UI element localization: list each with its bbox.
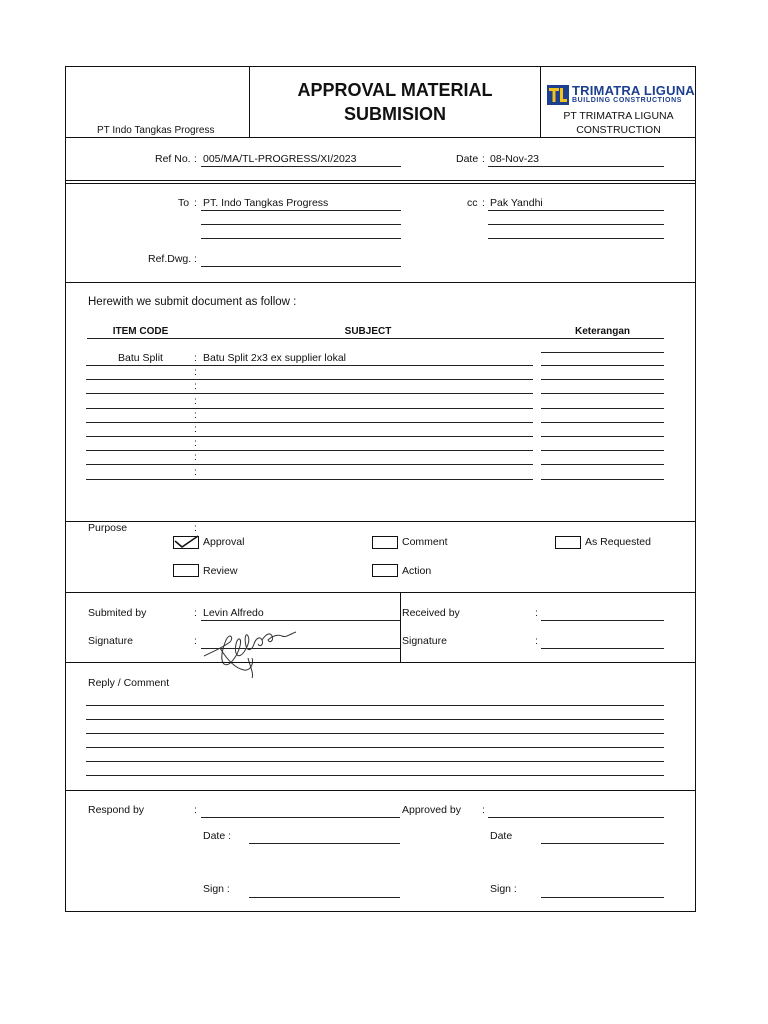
item-row-underline (86, 408, 533, 409)
keterangan-row-underline (541, 450, 664, 451)
submitted-by-colon: : (194, 607, 197, 619)
ref-no-value: 005/MA/TL-PROGRESS/XI/2023 (203, 153, 357, 165)
col-subject: SUBJECT (344, 326, 392, 337)
reply-line-3 (86, 733, 664, 734)
submission-section-border (65, 662, 696, 663)
approved-date-underline (541, 843, 664, 844)
client-name: PT Indo Tangkas Progress (97, 125, 215, 136)
item-colon: : (194, 437, 197, 449)
respond-by-underline (201, 817, 400, 818)
reply-line-1 (86, 705, 664, 706)
logo-text: TRIMATRA LIGUNA (572, 83, 695, 98)
reply-line-6 (86, 775, 664, 776)
form-title-line1: APPROVAL MATERIAL (297, 80, 493, 100)
approved-by-label: Approved by (402, 804, 461, 816)
action-checkbox[interactable] (372, 564, 398, 577)
to-colon: : (194, 197, 197, 209)
header-bottom-border (65, 137, 696, 138)
item-colon: : (194, 366, 197, 378)
reply-line-5 (86, 761, 664, 762)
items-section-border (65, 521, 696, 522)
item-row-underline (86, 464, 533, 465)
keterangan-top-underline (541, 352, 664, 353)
action-label: Action (402, 565, 432, 577)
respond-date-label: Date : (203, 830, 232, 842)
address-section-border (65, 282, 696, 283)
purpose-section-border (65, 592, 696, 593)
logo-mark-icon (547, 85, 569, 105)
reply-line-2 (86, 719, 664, 720)
keterangan-row-underline (541, 479, 664, 480)
handwritten-signature (200, 618, 305, 680)
approved-by-underline (488, 817, 664, 818)
respond-by-label: Respond by (88, 804, 145, 816)
item-row-underline (86, 393, 533, 394)
checkmark-icon (173, 535, 199, 549)
signature2-label: Signature (402, 635, 447, 647)
comment-label: Comment (402, 536, 448, 548)
refdwg-colon: : (194, 253, 197, 265)
reply-line-4 (86, 747, 664, 748)
item-row-underline (86, 450, 533, 451)
respond-date-underline (249, 843, 400, 844)
col-keterangan: Keterangan (574, 326, 630, 337)
to-underline-3 (201, 238, 401, 239)
comment-checkbox[interactable] (372, 536, 398, 549)
received-by-label: Received by (402, 607, 460, 619)
signature2-colon: : (535, 635, 538, 647)
item-colon: : (194, 352, 197, 364)
cc-label: cc (467, 197, 478, 209)
to-underline-1 (201, 210, 401, 211)
respond-by-colon: : (194, 804, 197, 816)
signature2-underline (541, 648, 664, 649)
keterangan-row-underline (541, 379, 664, 380)
review-checkbox[interactable] (173, 564, 199, 577)
approval-checkbox[interactable] (173, 536, 199, 549)
item-row-underline (86, 365, 533, 366)
company-logo (547, 83, 695, 106)
form-frame (65, 66, 696, 912)
date-colon: : (482, 153, 485, 165)
cc-value: Pak Yandhi (490, 197, 543, 209)
date-label: Date (456, 153, 479, 165)
approved-sign-label: Sign : (490, 883, 517, 895)
items-header-underline (87, 338, 664, 339)
to-underline-2 (201, 224, 401, 225)
keterangan-row-underline (541, 393, 664, 394)
logo-subtext: BUILDING CONSTRUCTIONS (572, 97, 683, 104)
col-item-code: ITEM CODE (112, 326, 169, 337)
review-label: Review (203, 565, 238, 577)
company-name-line2: CONSTRUCTION (576, 124, 661, 136)
ref-section-border-a (65, 180, 696, 181)
item-colon: : (194, 451, 197, 463)
item-code-cell: Batu Split (118, 352, 163, 364)
item-subject-cell: Batu Split 2x3 ex supplier lokal (203, 352, 346, 364)
approved-by-colon: : (482, 804, 485, 816)
submitted-by-value: Levin Alfredo (203, 607, 264, 619)
purpose-colon: : (194, 522, 197, 534)
item-colon: : (194, 380, 197, 392)
company-name-line1: PT TRIMATRA LIGUNA (563, 110, 674, 122)
date-value: 08-Nov-23 (490, 153, 540, 165)
cc-underline-3 (488, 238, 664, 239)
cc-colon: : (482, 197, 485, 209)
item-row-underline (86, 379, 533, 380)
ref-no-underline (201, 166, 401, 167)
item-colon: : (194, 409, 197, 421)
respond-sign-label: Sign : (203, 883, 230, 895)
item-row-underline (86, 436, 533, 437)
approval-label: Approval (203, 536, 245, 548)
item-row-underline (86, 422, 533, 423)
respond-sign-underline (249, 897, 400, 898)
reply-label: Reply / Comment (88, 677, 170, 689)
items-intro: Herewith we submit document as follow : (88, 296, 297, 308)
item-colon: : (194, 395, 197, 407)
keterangan-row-underline (541, 408, 664, 409)
purpose-label: Purpose (88, 522, 128, 534)
date-underline (488, 166, 664, 167)
keterangan-row-underline (541, 436, 664, 437)
submission-divider (400, 592, 401, 662)
submitted-by-label: Submited by (88, 607, 147, 619)
to-value: PT. Indo Tangkas Progress (203, 197, 329, 209)
as-requested-checkbox[interactable] (555, 536, 581, 549)
refdwg-underline (201, 266, 401, 267)
signature-colon: : (194, 635, 197, 647)
to-label: To (178, 197, 190, 209)
cc-underline-2 (488, 224, 664, 225)
ref-no-colon: : (194, 153, 197, 165)
as-requested-label: As Requested (585, 536, 651, 548)
form-title-line2: SUBMISION (343, 104, 446, 124)
ref-section-border-b (65, 183, 696, 184)
received-by-underline (541, 620, 664, 621)
item-colon: : (194, 466, 197, 478)
item-colon: : (194, 423, 197, 435)
refdwg-label: Ref.Dwg. (148, 253, 192, 265)
item-row-underline (86, 479, 533, 480)
keterangan-row-underline (541, 365, 664, 366)
ref-no-label: Ref No. (155, 153, 191, 165)
approved-sign-underline (541, 897, 664, 898)
keterangan-row-underline (541, 464, 664, 465)
received-by-colon: : (535, 607, 538, 619)
keterangan-row-underline (541, 422, 664, 423)
signature-label: Signature (88, 635, 133, 647)
approved-date-label: Date (490, 830, 513, 842)
cc-underline-1 (488, 210, 664, 211)
reply-section-border (65, 790, 696, 791)
